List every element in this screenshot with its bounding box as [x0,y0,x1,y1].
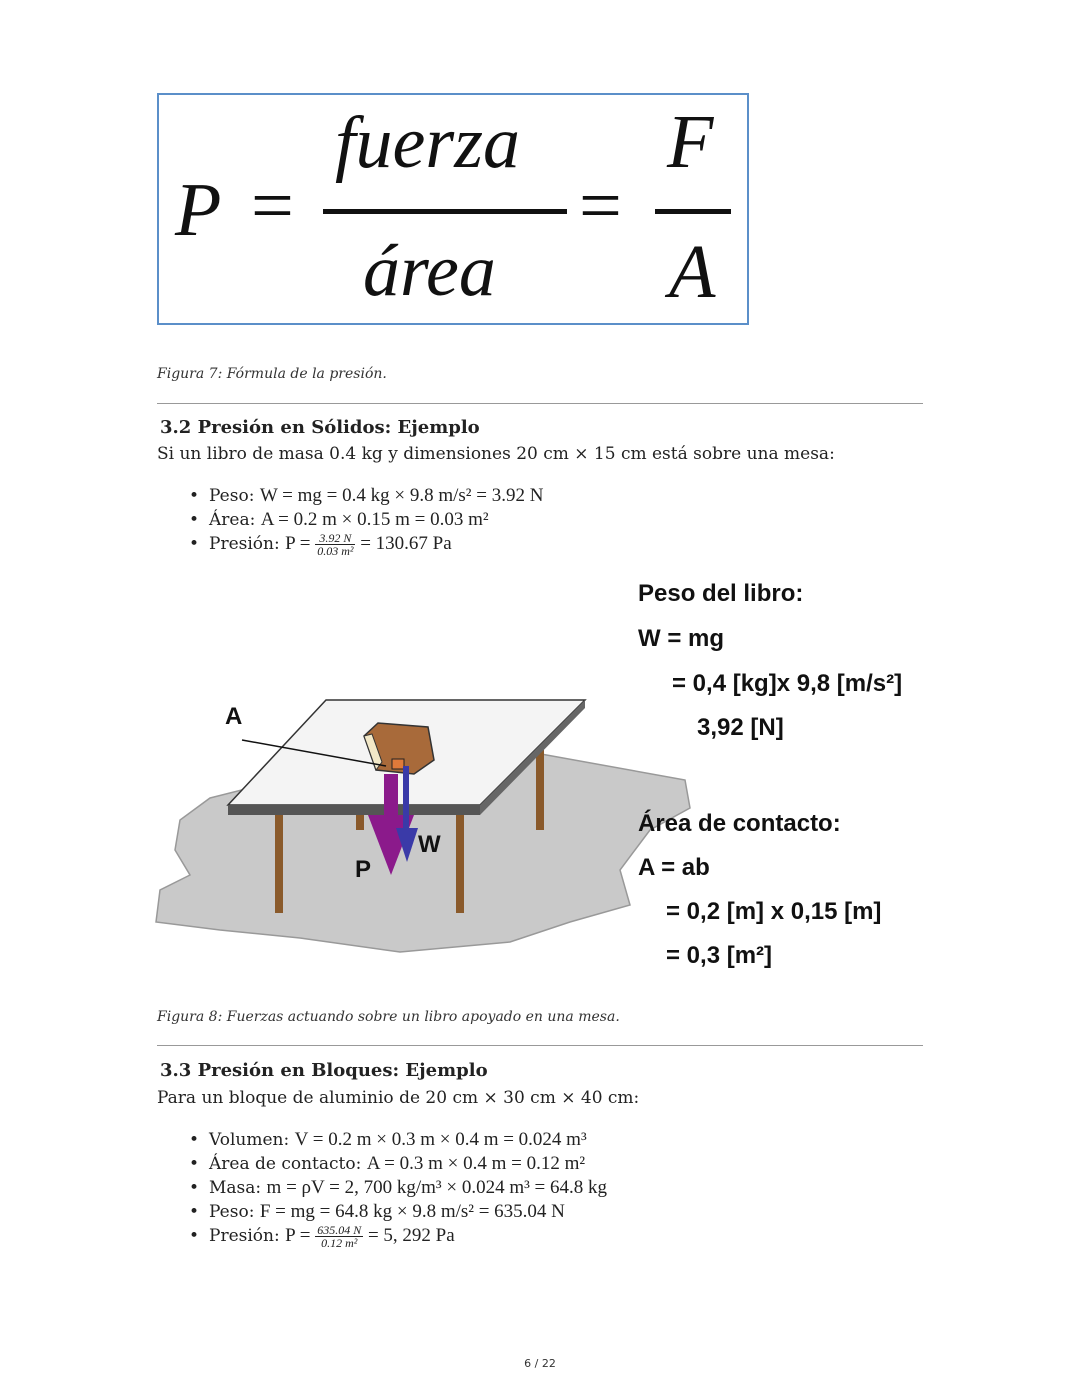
list-item-presion: • Presión: P = $\frac{3.92 N}{\text{0.03 m²}}$ = 130.67 Pa [183,532,543,556]
table-leg-front-left [275,815,283,913]
divider-2 [157,1045,923,1046]
figure-7-caption: Figura 7: Fórmula de la presión. [157,366,387,382]
list-item-area-contacto: • Área de contacto: A = 0.3 m × 0.4 m = 0.12 m² [183,1152,607,1176]
pressure-formula-box [157,93,749,325]
side-w-calc: = 0,4 [kg]x 9,8 [m/s²] [672,670,903,697]
formula-eq2: = [579,164,622,248]
pressure-fraction: $\frac{3.92 N}{\text{0.03 m²}}$ [317,531,354,558]
section-3-2-heading: 3.2 Presión en Sólidos: Ejemplo [160,417,480,438]
list-item-peso-bloque: • Peso: F = mg = 64.8 kg × 9.8 m/s² = 635.04 N [183,1200,607,1224]
list-item-area: • Área: A = 0.2 m × 0.15 m = 0.03 m² [183,508,543,532]
side-a-calc: = 0,2 [m] x 0,15 [m] [666,898,882,925]
side-w-mg: W = mg [638,625,725,652]
label-a: A [225,703,243,730]
formula-fraction-bar-1 [323,209,567,214]
list-item-presion-bloque: • Presión: P = $\frac{635.04 N}{\text{0.12 m²}}$ = 5, 292 Pa [183,1224,607,1248]
section-3-2-intro: Si un libro de masa 0.4 kg y dimensiones 20 cm × 15 cm está sobre una mesa: [157,444,835,464]
section-3-3-intro: Para un bloque de aluminio de 20 cm × 30 cm × 40 cm: [157,1088,640,1108]
formula-den-area: área [363,230,496,312]
section-3-2-list [183,484,543,556]
label-p: P [355,856,372,883]
table-leg-front-right [456,815,464,913]
arrow-p-shaft [384,774,398,820]
block-pressure-fraction: $\frac{635.04 N}{\text{0.12 m²}}$ [317,1223,362,1250]
formula-den-a: A [669,230,716,314]
table-leg-back-right [536,750,544,830]
section-3-3-list [183,1128,607,1248]
formula-eq1: = [251,164,294,248]
list-item-masa: • Masa: m = ρV = 2, 700 kg/m³ × 0.024 m³ = 64.8 kg [183,1176,607,1200]
page-number: 6 / 22 [524,1357,556,1370]
formula-p: P [175,168,222,252]
side-peso-heading: Peso del libro: [638,580,804,607]
side-w-result: 3,92 [N] [697,714,784,741]
section-3-3-heading: 3.3 Presión en Bloques: Ejemplo [160,1060,488,1081]
formula-num-f: F [667,100,714,184]
arrow-w-shaft [403,766,409,830]
figure-8-caption: Figura 8: Fuerzas actuando sobre un libro apoyado en una mesa. [157,1009,620,1025]
label-w: W [418,831,441,858]
table-edge [228,805,480,815]
side-area-heading: Área de contacto: [638,810,841,837]
list-item-volumen: • Volumen: V = 0.2 m × 0.3 m × 0.4 m = 0.024 m³ [183,1128,607,1152]
side-a-result: = 0,3 [m²] [666,942,773,969]
book-on-table-illustration [150,690,710,970]
divider-1 [157,403,923,404]
list-item-peso: • Peso: W = mg = 0.4 kg × 9.8 m/s² = 3.92 N [183,484,543,508]
side-a-ab: A = ab [638,854,710,881]
formula-fraction-bar-2 [655,209,731,214]
formula-num-fuerza: fuerza [335,102,520,184]
contact-area-mark [392,759,404,769]
